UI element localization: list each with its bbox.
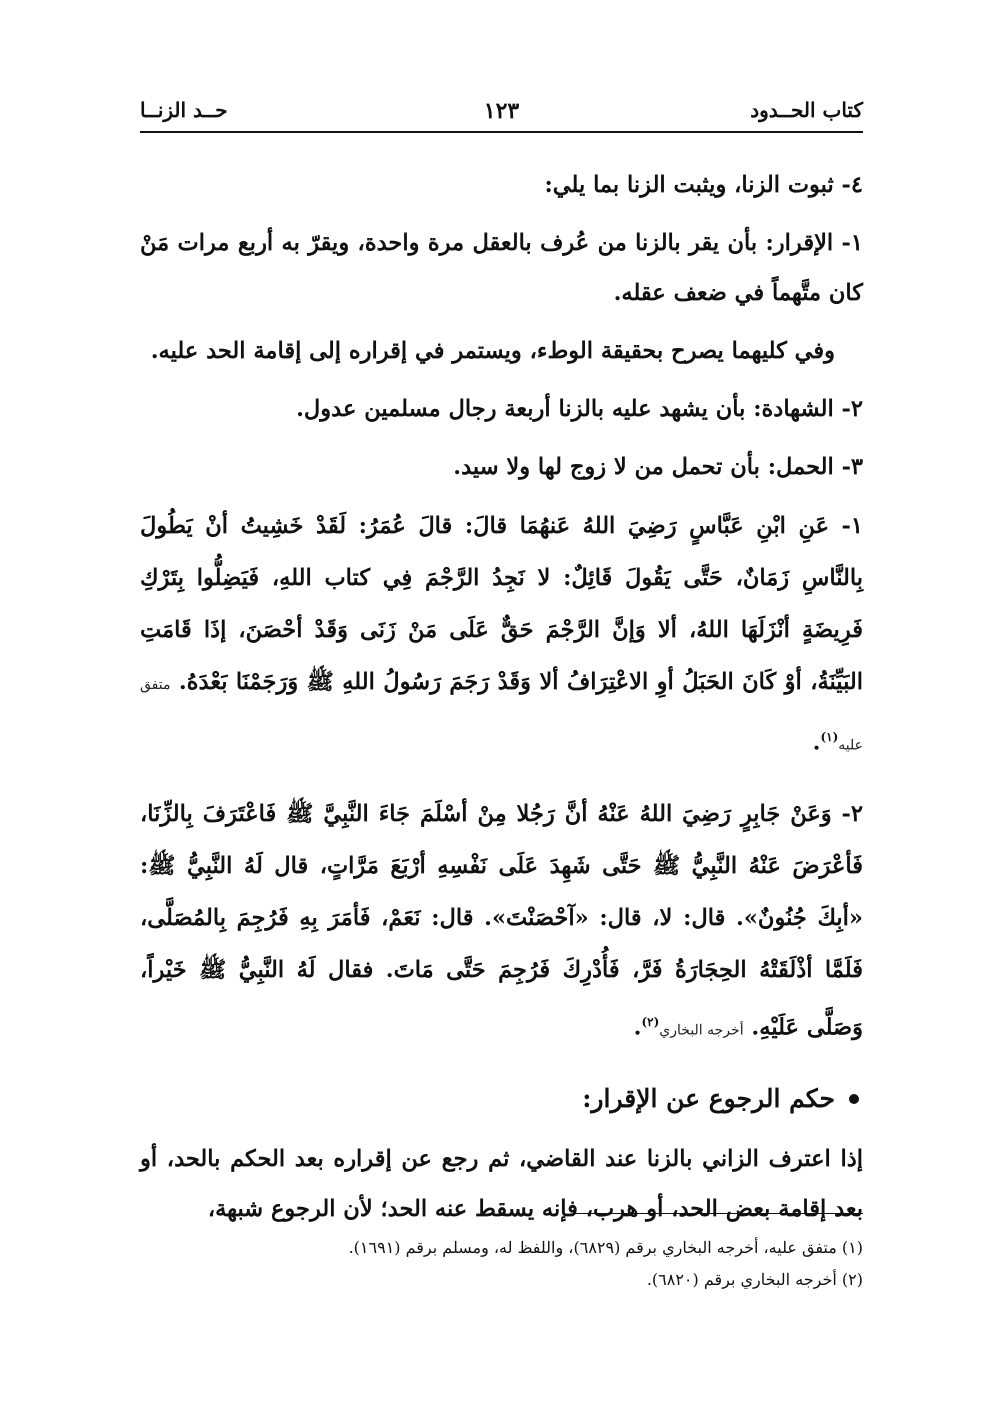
hadith-2-text: ٢- وَعَنْ جَابِرٍ رَضِيَ اللهُ عَنْهُ أنَّ رَجُلا مِنْ أسْلَمَ جَاءَ النَّبِيَّ ﷺ فَاعْتَرَفَ بِالزِّنَا، فَأعْرَضَ عَنْهُ النَّبِيُّ ﷺ حَتَّى شَهِدَ عَلَى نَفْسِهِ أرْبَعَ مَرَّاتٍ، قال لَهُ النَّبِيُّ ﷺ: «أبِكَ جُنُونٌ». قال: لا، قال: «آحْصَنْتَ». قال: نَعَمْ، فَأمَرَ بِهِ فَرُجِمَ بِالمُصَلَّى، فَلَمَّا أذْلَقَتْهُ الحِجَارَةُ فَرَّ، فَأُدْرِكَ فَرُجِمَ حَتَّى مَاتَ. فقال لَهُ النَّبِيُّ ﷺ خَيْراً، وَصَلَّى عَلَيْهِ.: [140, 800, 863, 1040]
section-heading-text: حكم الرجوع عن الإقرار:: [582, 1084, 835, 1113]
hadith-2-source: أخرجه البخاري: [659, 1022, 744, 1038]
item-confession-label: ١- الإقرار:: [765, 230, 863, 256]
footnotes: [140, 1232, 863, 1296]
hadith-2: ٢- وَعَنْ جَابِرٍ رَضِيَ اللهُ عَنْهُ أنَّ رَجُلا مِنْ أسْلَمَ جَاءَ النَّبِيَّ ﷺ فَاعْتَرَفَ بِالزِّنَا، فَأعْرَضَ عَنْهُ النَّبِيُّ ﷺ حَتَّى شَهِدَ عَلَى نَفْسِهِ أرْبَعَ مَرَّاتٍ، قال لَهُ النَّبِيُّ ﷺ: «أبِكَ جُنُونٌ». قال: لا، قال: «آحْصَنْتَ». قال: نَعَمْ، فَأمَرَ بِهِ فَرُجِمَ بِالمُصَلَّى، فَلَمَّا أذْلَقَتْهُ الحِجَارَةُ فَرَّ، فَأُدْرِكَ فَرُجِمَ حَتَّى مَاتَ. فقال لَهُ النَّبِيُّ ﷺ خَيْراً، وَصَلَّى عَلَيْهِ. أخرجه البخاري$^{(٢)}$.: [140, 800, 863, 1040]
item-testimony-label: ٢- الشهادة:: [753, 396, 863, 422]
footnote-2: (٢) أخرجه البخاري برقم (٦٨٢٠).: [646, 1270, 863, 1289]
footnote-ref-1: (١): [820, 730, 839, 744]
bullet-icon: [849, 1094, 859, 1104]
item-pregnancy-label: ٣- الحمل:: [767, 454, 863, 480]
item-pregnancy-text: بأن تحمل من لا زوج لها ولا سيد.: [453, 454, 768, 480]
page-number: ١٢٣: [483, 98, 520, 124]
section-heading: [140, 1072, 863, 1126]
footnote-ref-2: (٢): [641, 1014, 660, 1029]
footnote-1: (١) متفق عليه، أخرجه البخاري برقم (٦٨٢٩)، واللفظ له، ومسلم برقم (١٦٩١).: [348, 1238, 863, 1257]
section-paragraph: إذا اعترف الزاني بالزنا عند القاضي، ثم رجع عن إقراره بعد الحكم بالحد، أو بعد إقامة بعض الحد، أو هرب، فإنه يسقط عنه الحد؛ لأن الرجوع شبهة،: [140, 1146, 863, 1222]
footnote-divider: [575, 1213, 863, 1214]
item-confession: [140, 218, 863, 318]
hadith-1-text: ١- عَنِ ابْنِ عَبَّاسٍ رَضِيَ اللهُ عَنهُمَا قالَ: قالَ عُمَرُ: لَقَدْ خَشِيتُ أنْ يَطُولَ بِالنَّاسِ زَمَانٌ، حَتَّى يَقُولَ قَائِلٌ: لا نَجِدُ الرَّجْمَ فِي كتاب اللهِ، فَيَضِلُّوا بِتَرْكِ فَرِيضَةٍ أنْزَلَهَا اللهُ، ألا وَإنَّ الرَّجْمَ حَقٌّ عَلَى مَنْ زَنَى وَقَدْ أحْصَنَ، إذَا قَامَتِ البَيِّنَةُ، أوْ كَانَ الحَبَلُ أوِ الاعْتِرَافُ ألا وَقَدْ رَجَمَ رَسُولُ اللهِ ﷺ وَرَجَمْنَا بَعْدَهُ.: [140, 513, 863, 695]
item-testimony: [140, 384, 863, 434]
header-divider: [140, 131, 863, 133]
main-text: [140, 160, 863, 1234]
item-pregnancy: [140, 442, 863, 492]
hadith-1-source: متفق عليه: [140, 677, 863, 754]
item-confession-note: وفي كليهما يصرح بحقيقة الوطء، ويستمر في إقراره إلى إقامة الحد عليه.: [150, 338, 835, 364]
item-confession-text: بأن يقر بالزنا من عُرف بالعقل مرة واحدة، ويقرّ به أربع مرات مَنْ كان متَّهماً في ضعف عقله.: [140, 230, 863, 306]
proof-intro: ٤- ثبوت الزنا، ويثبت الزنا بما يلي:: [544, 172, 863, 198]
item-testimony-text: بأن يشهد عليه بالزنا أربعة رجال مسلمين عدول.: [296, 396, 754, 422]
chapter-title: حــد الزنــا: [140, 98, 228, 122]
book-title: كتاب الحــدود: [750, 98, 863, 122]
page-header: [140, 98, 863, 132]
hadith-1: ١- عَنِ ابْنِ عَبَّاسٍ رَضِيَ اللهُ عَنهُمَا قالَ: قالَ عُمَرُ: لَقَدْ خَشِيتُ أنْ يَطُولَ بِالنَّاسِ زَمَانٌ، حَتَّى يَقُولَ قَائِلٌ: لا نَجِدُ الرَّجْمَ فِي كتاب اللهِ، فَيَضِلُّوا بِتَرْكِ فَرِيضَةٍ أنْزَلَهَا اللهُ، ألا وَإنَّ الرَّجْمَ حَقٌّ عَلَى مَنْ زَنَى وَقَدْ أحْصَنَ، إذَا قَامَتِ البَيِّنَةُ، أوْ كَانَ الحَبَلُ أوِ الاعْتِرَافُ ألا وَقَدْ رَجَمَ رَسُولُ اللهِ ﷺ وَرَجَمْنَا بَعْدَهُ. متفق عليه$^{(١)}$.: [140, 513, 863, 756]
